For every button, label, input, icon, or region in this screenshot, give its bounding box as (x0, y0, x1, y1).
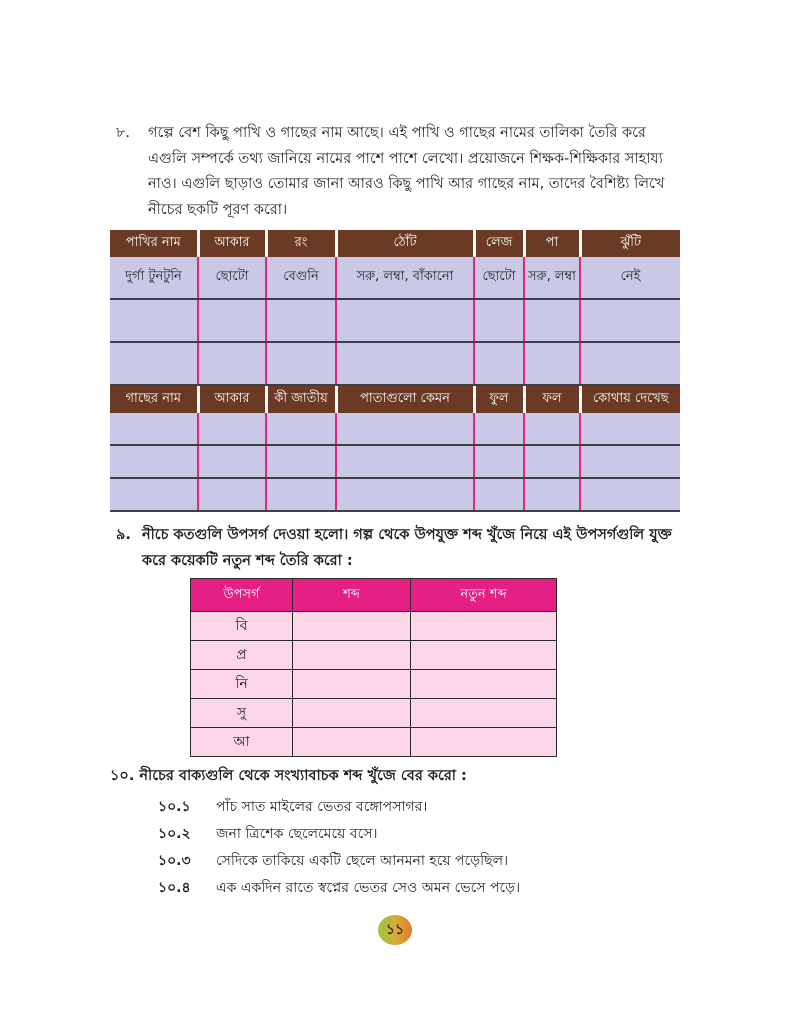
table-cell[interactable] (266, 478, 336, 511)
word-cell[interactable] (293, 612, 411, 641)
table-cell[interactable] (198, 478, 266, 511)
tree-header-fruit: ফল (524, 386, 580, 413)
bird-table-header (110, 230, 680, 257)
list-item (158, 850, 508, 872)
question-9 (116, 523, 700, 574)
item-text: এক একদিন রাতে স্বপ্নের ভেতর সেও অমন ভেসে পড়ে। (216, 880, 521, 896)
bird-header-size: আকার (198, 230, 266, 257)
prefix-cell: প্র (191, 641, 293, 670)
new-word-cell[interactable] (411, 612, 557, 641)
table-row (110, 342, 680, 385)
table-row (110, 478, 680, 511)
bird-cell-color[interactable]: বেগুনি (266, 257, 336, 299)
bird-cell-beak[interactable]: সরু, লম্বা, বাঁকানো (336, 257, 474, 299)
table-cell[interactable] (474, 445, 524, 478)
prefix-table (190, 578, 557, 757)
question-8-line-1: গল্পে বেশ কিছু পাখি ও গাছের নাম আছে। এই পাখি ও গাছের নামের তালিকা তৈরি করে (148, 125, 646, 141)
new-word-cell[interactable] (411, 641, 557, 670)
item-number: ১০.৩ (158, 853, 191, 869)
table-cell[interactable] (474, 478, 524, 511)
item-text: পাঁচ সাত মাইলের ভেতর বঙ্গোপসাগর। (216, 799, 428, 815)
question-8-line-2: এগুলি সম্পর্কে তথ্য জানিয়ে নামের পাশে পাশে লেখো। প্রয়োজনে শিক্ষক-শিক্ষিকার সাহায্য (148, 150, 663, 167)
table-cell[interactable] (336, 445, 474, 478)
bird-table (110, 230, 680, 386)
tree-header-flower: ফুল (474, 386, 524, 413)
prefix-table-header (191, 579, 557, 612)
table-cell[interactable] (198, 342, 266, 385)
word-header: শব্দ (293, 579, 411, 612)
table-cell[interactable] (110, 478, 198, 511)
table-cell[interactable] (474, 342, 524, 385)
table-cell[interactable] (336, 299, 474, 342)
list-item (158, 796, 427, 818)
table-cell[interactable] (110, 413, 198, 445)
table-cell[interactable] (336, 413, 474, 445)
question-9-number: ৯. (116, 527, 131, 543)
tree-header-where: কোথায় দেখেছ (580, 386, 680, 413)
table-cell[interactable] (266, 342, 336, 385)
table-row (191, 699, 557, 728)
table-cell[interactable] (580, 445, 680, 478)
table-row (191, 641, 557, 670)
table-cell[interactable] (580, 478, 680, 511)
bird-header-crest: ঝুঁটি (580, 230, 680, 257)
bird-cell-crest[interactable]: নেই (580, 257, 680, 299)
bird-cell-tail[interactable]: ছোটো (474, 257, 524, 299)
table-cell[interactable] (524, 445, 580, 478)
table-cell[interactable] (198, 445, 266, 478)
table-cell[interactable] (266, 413, 336, 445)
table-cell[interactable] (110, 299, 198, 342)
bird-header-tail: লেজ (474, 230, 524, 257)
prefix-cell: বি (191, 612, 293, 641)
item-number: ১০.১ (158, 799, 191, 815)
prefix-cell: নি (191, 670, 293, 699)
question-8-number: ৮. (116, 125, 131, 141)
question-8 (116, 121, 700, 223)
bird-header-beak: ঠোঁট (336, 230, 474, 257)
table-cell[interactable] (524, 299, 580, 342)
table-cell[interactable] (474, 413, 524, 445)
table-cell[interactable] (524, 413, 580, 445)
tree-header-leaves: পাতাগুলো কেমন (336, 386, 474, 413)
bird-cell-leg[interactable]: সরু, লম্বা (524, 257, 580, 299)
list-item (158, 823, 377, 845)
new-word-cell[interactable] (411, 670, 557, 699)
prefix-header: উপসর্গ (191, 579, 293, 612)
table-cell[interactable] (580, 413, 680, 445)
item-text: জনা ত্রিশেক ছেলেমেয়ে বসে। (216, 826, 378, 842)
bird-header-color: রং (266, 230, 336, 257)
question-9-line-1: নীচে কতগুলি উপসর্গ দেওয়া হলো। গল্প থেকে উপযুক্ত শব্দ খুঁজে নিয়ে এই উপসর্গগুলি যুক্ত (142, 527, 672, 543)
bird-cell-name[interactable]: দুর্গা টুনটুনি (110, 257, 198, 299)
table-row (191, 612, 557, 641)
new-word-header: নতুন শব্দ (411, 579, 557, 612)
list-item (158, 877, 520, 899)
table-cell[interactable] (474, 299, 524, 342)
table-cell[interactable] (524, 342, 580, 385)
item-number: ১০.৪ (158, 880, 191, 896)
table-row (191, 728, 557, 757)
table-row (110, 257, 680, 299)
item-text: সেদিকে তাকিয়ে একটি ছেলে আনমনা হয়ে পড়েছিল। (216, 853, 509, 869)
question-8-line-3: নাও। এগুলি ছাড়াও তোমার জানা আরও কিছু পাখি আর গাছের নাম, তাদের বৈশিষ্ট্য লিখে (148, 176, 665, 192)
table-cell[interactable] (336, 342, 474, 385)
table-row (110, 299, 680, 342)
table-row (191, 670, 557, 699)
new-word-cell[interactable] (411, 699, 557, 728)
item-number: ১০.২ (158, 826, 191, 842)
tree-table (110, 386, 680, 512)
bird-cell-size[interactable]: ছোটো (198, 257, 266, 299)
tree-header-type: কী জাতীয় (266, 386, 336, 413)
table-row (110, 413, 680, 445)
prefix-cell: আ (191, 728, 293, 757)
table-cell[interactable] (198, 299, 266, 342)
table-cell[interactable] (198, 413, 266, 445)
table-cell[interactable] (524, 478, 580, 511)
table-row (110, 445, 680, 478)
word-cell[interactable] (293, 670, 411, 699)
table-cell[interactable] (110, 445, 198, 478)
word-cell[interactable] (293, 699, 411, 728)
word-cell[interactable] (293, 641, 411, 670)
page-number: ১১ (378, 915, 412, 945)
table-cell[interactable] (110, 342, 198, 385)
question-10-title: ১০. নীচের বাক্যগুলি থেকে সংখ্যাবাচক শব্দ খুঁজে বের করো : (110, 768, 467, 784)
table-cell[interactable] (336, 478, 474, 511)
table-cell[interactable] (266, 445, 336, 478)
new-word-cell[interactable] (411, 728, 557, 757)
word-cell[interactable] (293, 728, 411, 757)
prefix-cell: সু (191, 699, 293, 728)
table-cell[interactable] (580, 299, 680, 342)
tree-header-size: আকার (198, 386, 266, 413)
tree-header-name: গাছের নাম (110, 386, 198, 413)
bird-header-name: পাখির নাম (110, 230, 198, 257)
question-9-line-2: করে কয়েকটি নতুন শব্দ তৈরি করো : (142, 552, 353, 569)
table-cell[interactable] (266, 299, 336, 342)
question-8-line-4: নীচের ছকটি পূরণ করো। (148, 201, 288, 218)
bird-header-leg: পা (524, 230, 580, 257)
table-cell[interactable] (580, 342, 680, 385)
tree-table-header (110, 386, 680, 413)
